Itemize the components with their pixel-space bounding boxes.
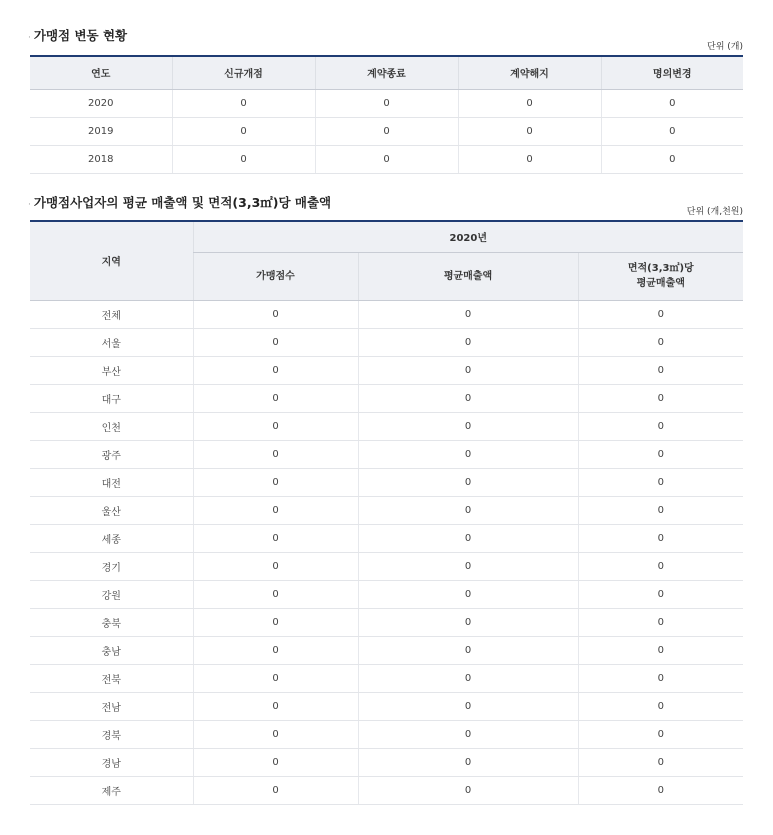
col-header-avg-sales: 평균매출액 bbox=[358, 252, 578, 300]
cell-name-change: 0 bbox=[601, 145, 743, 173]
table-row bbox=[30, 552, 743, 580]
table-row bbox=[30, 776, 743, 804]
franchise-change-table bbox=[30, 55, 743, 174]
cell-avg-sales: 0 bbox=[358, 440, 578, 468]
table-row bbox=[30, 468, 743, 496]
cell-new-open: 0 bbox=[172, 117, 315, 145]
cell-region: 부산 bbox=[30, 356, 193, 384]
cell-store-count: 0 bbox=[193, 636, 358, 664]
cell-sales-per-area: 0 bbox=[578, 664, 743, 692]
cell-region: 경기 bbox=[30, 552, 193, 580]
col-header-region: 지역 bbox=[30, 221, 193, 300]
col-header-new-open: 신규개점 bbox=[172, 56, 315, 89]
section1-title-text: 가맹점 변동 현황 bbox=[33, 28, 128, 43]
table-row bbox=[30, 496, 743, 524]
cell-sales-per-area: 0 bbox=[578, 496, 743, 524]
cell-avg-sales: 0 bbox=[358, 748, 578, 776]
cell-contract-end: 0 bbox=[315, 117, 458, 145]
col-header-name-change: 명의변경 bbox=[601, 56, 743, 89]
table-row bbox=[30, 720, 743, 748]
cell-avg-sales: 0 bbox=[358, 552, 578, 580]
table-row bbox=[30, 356, 743, 384]
section1-title bbox=[28, 26, 127, 44]
cell-region: 경남 bbox=[30, 748, 193, 776]
cell-contract-end: 0 bbox=[315, 145, 458, 173]
col-header-sales-per-area-line2: 평균매출액 bbox=[636, 278, 685, 289]
cell-avg-sales: 0 bbox=[358, 776, 578, 804]
cell-avg-sales: 0 bbox=[358, 636, 578, 664]
cell-store-count: 0 bbox=[193, 328, 358, 356]
cell-sales-per-area: 0 bbox=[578, 412, 743, 440]
cell-contract-cancel: 0 bbox=[458, 145, 601, 173]
cell-region: 강원 bbox=[30, 580, 193, 608]
col-header-year-2020: 2020년 bbox=[193, 221, 743, 252]
cell-contract-cancel: 0 bbox=[458, 117, 601, 145]
cell-store-count: 0 bbox=[193, 384, 358, 412]
cell-store-count: 0 bbox=[193, 664, 358, 692]
col-header-contract-end: 계약종료 bbox=[315, 56, 458, 89]
cell-contract-end: 0 bbox=[315, 89, 458, 117]
cell-region: 대전 bbox=[30, 468, 193, 496]
cell-avg-sales: 0 bbox=[358, 300, 578, 328]
cell-sales-per-area: 0 bbox=[578, 580, 743, 608]
cell-sales-per-area: 0 bbox=[578, 776, 743, 804]
cell-year: 2019 bbox=[30, 117, 172, 145]
cell-sales-per-area: 0 bbox=[578, 720, 743, 748]
table-row bbox=[30, 608, 743, 636]
col-header-sales-per-area-line1: 면적(3,3㎡)당 bbox=[627, 263, 694, 274]
cell-region: 서울 bbox=[30, 328, 193, 356]
table-row bbox=[30, 580, 743, 608]
cell-sales-per-area: 0 bbox=[578, 692, 743, 720]
cell-region: 울산 bbox=[30, 496, 193, 524]
cell-contract-cancel: 0 bbox=[458, 89, 601, 117]
cell-sales-per-area: 0 bbox=[578, 356, 743, 384]
cell-sales-per-area: 0 bbox=[578, 552, 743, 580]
table-row bbox=[30, 89, 743, 117]
cell-avg-sales: 0 bbox=[358, 524, 578, 552]
cell-year: 2018 bbox=[30, 145, 172, 173]
cell-region: 인천 bbox=[30, 412, 193, 440]
average-sales-table bbox=[30, 220, 743, 805]
section2-unit: 단위 (개,천원) bbox=[686, 207, 743, 217]
section2-title bbox=[28, 193, 331, 211]
cell-avg-sales: 0 bbox=[358, 412, 578, 440]
cell-region: 광주 bbox=[30, 440, 193, 468]
cell-region: 충남 bbox=[30, 636, 193, 664]
cell-avg-sales: 0 bbox=[358, 496, 578, 524]
cell-region: 경북 bbox=[30, 720, 193, 748]
table-row bbox=[30, 524, 743, 552]
table-row bbox=[30, 692, 743, 720]
cell-name-change: 0 bbox=[601, 89, 743, 117]
table-row bbox=[30, 300, 743, 328]
cell-store-count: 0 bbox=[193, 356, 358, 384]
cell-avg-sales: 0 bbox=[358, 692, 578, 720]
cell-sales-per-area: 0 bbox=[578, 328, 743, 356]
cell-avg-sales: 0 bbox=[358, 580, 578, 608]
cell-store-count: 0 bbox=[193, 300, 358, 328]
cell-avg-sales: 0 bbox=[358, 720, 578, 748]
cell-sales-per-area: 0 bbox=[578, 524, 743, 552]
cell-avg-sales: 0 bbox=[358, 328, 578, 356]
cell-new-open: 0 bbox=[172, 145, 315, 173]
col-header-store-count: 가맹점수 bbox=[193, 252, 358, 300]
table-row bbox=[30, 412, 743, 440]
cell-region: 대구 bbox=[30, 384, 193, 412]
table-row bbox=[30, 117, 743, 145]
table-header-row bbox=[30, 56, 743, 89]
cell-store-count: 0 bbox=[193, 692, 358, 720]
cell-store-count: 0 bbox=[193, 748, 358, 776]
cell-avg-sales: 0 bbox=[358, 468, 578, 496]
cell-store-count: 0 bbox=[193, 608, 358, 636]
col-header-sales-per-area bbox=[578, 252, 743, 300]
cell-new-open: 0 bbox=[172, 89, 315, 117]
cell-store-count: 0 bbox=[193, 440, 358, 468]
cell-avg-sales: 0 bbox=[358, 384, 578, 412]
cell-sales-per-area: 0 bbox=[578, 468, 743, 496]
table-row bbox=[30, 328, 743, 356]
cell-region: 충북 bbox=[30, 608, 193, 636]
table-row bbox=[30, 748, 743, 776]
bullet-icon: · bbox=[28, 33, 31, 43]
cell-sales-per-area: 0 bbox=[578, 384, 743, 412]
table-row bbox=[30, 384, 743, 412]
cell-store-count: 0 bbox=[193, 412, 358, 440]
cell-store-count: 0 bbox=[193, 524, 358, 552]
bullet-icon: · bbox=[28, 200, 31, 210]
cell-region: 세종 bbox=[30, 524, 193, 552]
cell-store-count: 0 bbox=[193, 552, 358, 580]
cell-avg-sales: 0 bbox=[358, 608, 578, 636]
cell-store-count: 0 bbox=[193, 496, 358, 524]
table-row bbox=[30, 636, 743, 664]
cell-region: 전남 bbox=[30, 692, 193, 720]
cell-name-change: 0 bbox=[601, 117, 743, 145]
cell-sales-per-area: 0 bbox=[578, 748, 743, 776]
col-header-year: 연도 bbox=[30, 56, 172, 89]
table-row bbox=[30, 664, 743, 692]
cell-sales-per-area: 0 bbox=[578, 608, 743, 636]
col-header-contract-cancel: 계약해지 bbox=[458, 56, 601, 89]
table-row bbox=[30, 145, 743, 173]
cell-store-count: 0 bbox=[193, 580, 358, 608]
table-header-row bbox=[30, 221, 743, 252]
cell-year: 2020 bbox=[30, 89, 172, 117]
cell-avg-sales: 0 bbox=[358, 356, 578, 384]
cell-sales-per-area: 0 bbox=[578, 440, 743, 468]
cell-sales-per-area: 0 bbox=[578, 300, 743, 328]
cell-avg-sales: 0 bbox=[358, 664, 578, 692]
cell-region: 전북 bbox=[30, 664, 193, 692]
cell-region: 전체 bbox=[30, 300, 193, 328]
cell-store-count: 0 bbox=[193, 720, 358, 748]
cell-store-count: 0 bbox=[193, 468, 358, 496]
cell-sales-per-area: 0 bbox=[578, 636, 743, 664]
section2-title-text: 가맹점사업자의 평균 매출액 및 면적(3,3㎡)당 매출액 bbox=[33, 195, 332, 210]
cell-store-count: 0 bbox=[193, 776, 358, 804]
section1-unit: 단위 (개) bbox=[707, 42, 743, 52]
table-row bbox=[30, 440, 743, 468]
cell-region: 제주 bbox=[30, 776, 193, 804]
